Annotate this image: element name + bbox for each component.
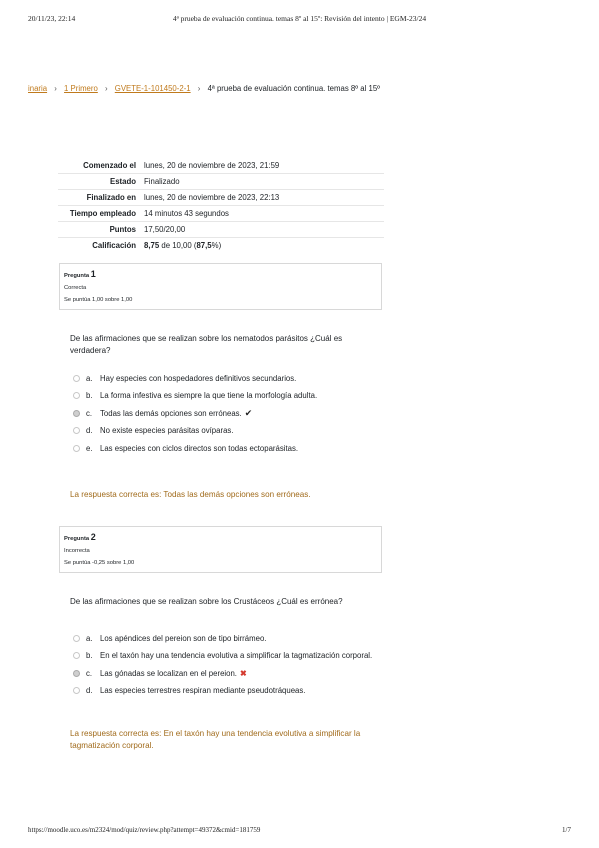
breadcrumb-item-course-year[interactable]: 1 Primero — [64, 84, 98, 93]
question-grade: Se puntúa 1,00 sobre 1,00 — [64, 297, 133, 303]
answer-letter: d. — [86, 426, 93, 436]
grade-score: 8,75 — [144, 241, 160, 250]
question-text: De las afirmaciones que se realizan sobre los nematodos parásitos ¿Cuál es verdadera? — [70, 334, 343, 355]
radio-button[interactable] — [73, 652, 80, 659]
answer-option[interactable] — [73, 650, 373, 661]
summary-row — [58, 206, 384, 222]
answer-option[interactable] — [73, 633, 373, 644]
answer-text: Hay especies con hospedadores definitivos secundarios. — [100, 374, 297, 383]
summary-label: Calificación — [58, 238, 140, 254]
summary-value — [140, 238, 384, 254]
chevron-right-icon: › — [105, 84, 108, 93]
answer-letter: a. — [86, 374, 93, 383]
summary-label: Puntos — [58, 222, 140, 238]
answer-text: La forma infestiva es siempre la que tiene la morfología adulta. — [100, 391, 318, 401]
summary-row — [58, 174, 384, 190]
radio-button[interactable] — [73, 445, 80, 452]
answer-option[interactable] — [73, 408, 373, 419]
radio-button[interactable] — [73, 427, 80, 434]
summary-value: 17,50/20,00 — [140, 222, 384, 238]
answer-letter: c. — [86, 668, 93, 678]
attempt-summary-table — [58, 158, 384, 253]
answer-text-content: Todas las demás opciones son erróneas. — [100, 408, 242, 418]
answer-text: En el taxón hay una tendencia evolutiva a simplificar la tagmatización corporal. — [100, 651, 373, 661]
answer-text: Los apéndices del pereion son de tipo birrámeo. — [100, 634, 267, 643]
question-number-value: 1 — [90, 269, 96, 279]
answer-option[interactable] — [73, 443, 373, 454]
chevron-right-icon: › — [54, 84, 57, 93]
question-label: Pregunta — [64, 273, 90, 279]
summary-row — [58, 158, 384, 174]
question-state: Incorrecta — [64, 548, 90, 554]
question-grade: Se puntúa -0,25 sobre 1,00 — [64, 560, 135, 566]
answer-letter: c. — [86, 408, 93, 418]
grade-scale: de 10,00 ( — [159, 241, 197, 250]
answer-list — [73, 373, 373, 460]
correct-answer-feedback: La respuesta correcta es: Todas las demás opciones son erróneas. — [70, 490, 311, 499]
summary-label: Tiempo empleado — [58, 206, 140, 222]
answer-text-content: Las gónadas se localizan en el pereion. — [100, 668, 237, 678]
question-info-box — [59, 526, 382, 573]
answer-option[interactable] — [73, 425, 373, 436]
summary-value: lunes, 20 de noviembre de 2023, 22:13 — [140, 190, 384, 206]
summary-row — [58, 222, 384, 238]
summary-label: Estado — [58, 174, 140, 190]
answer-option[interactable] — [73, 668, 373, 679]
answer-letter: b. — [86, 651, 93, 661]
radio-button-selected[interactable] — [73, 410, 80, 417]
answer-letter: a. — [86, 634, 93, 643]
page-number: 1/7 — [562, 826, 571, 834]
question-number — [64, 268, 377, 282]
answer-letter: d. — [86, 686, 93, 696]
summary-value: lunes, 20 de noviembre de 2023, 21:59 — [144, 161, 280, 170]
answer-letter: e. — [86, 443, 93, 453]
radio-button[interactable] — [73, 375, 80, 382]
answer-option[interactable] — [73, 373, 373, 384]
question-info-box — [59, 263, 382, 310]
print-url: https://moodle.uco.es/m2324/mod/quiz/review.php?attempt=49372&cmid=181759 — [28, 826, 261, 834]
cross-icon: ✖ — [239, 668, 247, 678]
summary-row — [58, 190, 384, 206]
print-title: 4ª prueba de evaluación continua. temas 8º al 15º: Revisión del intento | EGM-23/24 — [172, 14, 427, 23]
answer-text: Las especies terrestres respiran mediante pseudotráqueas. — [100, 686, 306, 696]
summary-label: Finalizado en — [58, 190, 140, 206]
answer-text — [100, 668, 373, 679]
answer-text — [100, 408, 373, 419]
grade-percent: 87,5 — [196, 241, 212, 250]
print-date: 20/11/23, 22:14 — [28, 14, 76, 23]
question-number-value: 2 — [90, 532, 96, 542]
chevron-right-icon: › — [197, 84, 201, 93]
summary-value: Finalizado — [140, 174, 384, 190]
question-number — [64, 531, 377, 545]
breadcrumb-item-site[interactable]: inaria — [28, 84, 48, 93]
summary-row — [58, 238, 384, 254]
summary-value: 14 minutos 43 segundos — [140, 206, 384, 222]
answer-letter: b. — [86, 391, 93, 401]
answer-text: No existe especies parásitas ovíparas. — [100, 426, 234, 436]
breadcrumb-item-course[interactable]: GVETE-1-101450-2-1 — [114, 84, 191, 93]
correct-answer-feedback: La respuesta correcta es: En el taxón hay una tendencia evolutiva a simplificar la tagmatización corporal. — [70, 729, 361, 750]
breadcrumb-current: 4ª prueba de evaluación continua. temas 8º al 15º — [207, 84, 381, 93]
question-label: Pregunta — [64, 536, 90, 542]
question-text: De las afirmaciones que se realizan sobre los Crustáceos ¿Cuál es errónea? — [70, 597, 343, 606]
answer-option[interactable] — [73, 685, 373, 696]
question-state: Correcta — [64, 285, 87, 291]
radio-button-selected[interactable] — [73, 670, 80, 677]
check-icon: ✔ — [244, 407, 253, 418]
grade-close: %) — [211, 241, 222, 250]
answer-list — [73, 633, 373, 703]
summary-label: Comenzado el — [83, 161, 136, 170]
radio-button[interactable] — [73, 687, 80, 694]
breadcrumb — [28, 84, 380, 93]
answer-text: Las especies con ciclos directos son todas ectoparásitas. — [100, 443, 299, 453]
radio-button[interactable] — [73, 635, 80, 642]
answer-option[interactable] — [73, 390, 373, 401]
radio-button[interactable] — [73, 392, 80, 399]
